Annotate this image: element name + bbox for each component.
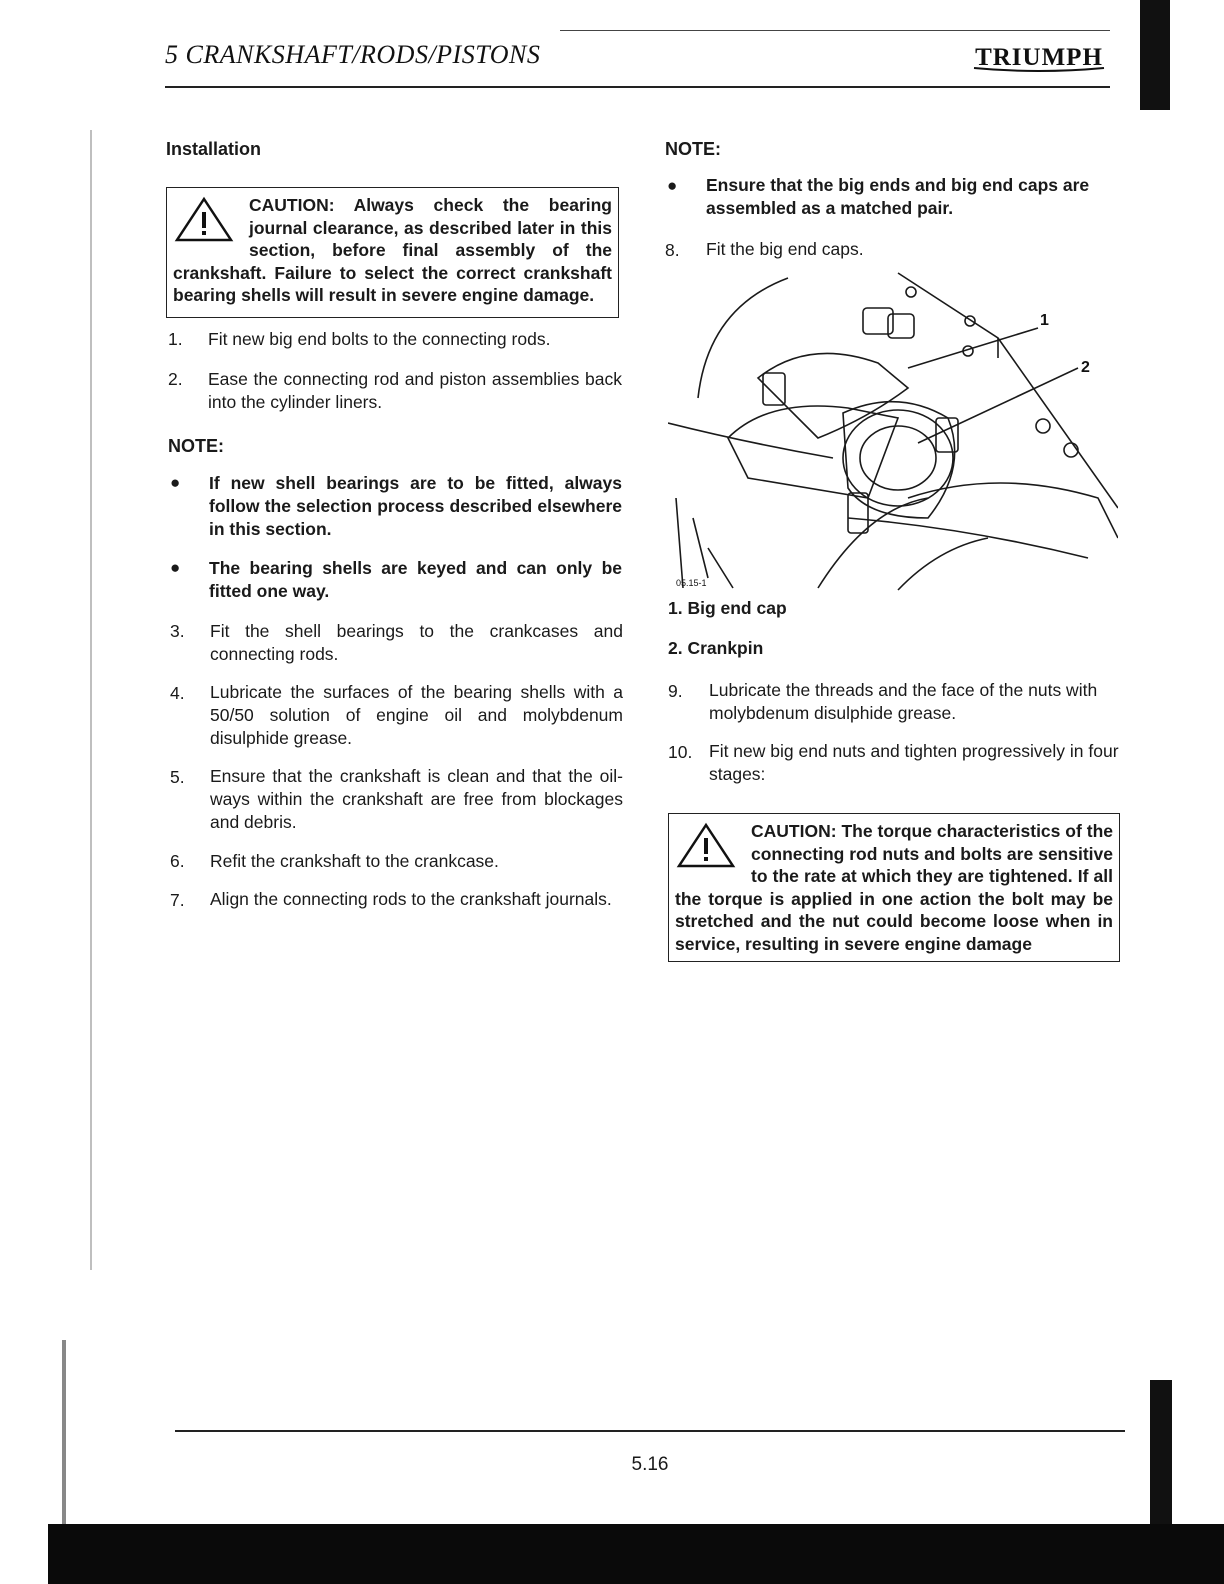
step-number: 8. (665, 240, 680, 260)
step-text: Lubricate the threads and the face of the nuts with molybdenum disulphide grease. (709, 680, 1098, 723)
figure-leader-2 (918, 368, 1078, 443)
brand-logo (968, 38, 1110, 74)
figure-rod (728, 406, 898, 498)
step-number: 5. (170, 767, 185, 787)
svg-text:TRIUMPH: TRIUMPH (975, 44, 1103, 71)
step-number: 4. (170, 683, 185, 703)
step-text: Fit the shell bearings to the crankcases and connecting rods. (210, 621, 623, 664)
note-item: If new shell bearings are to be fitted, always follow the selection process described elsewhere in this section. (209, 473, 622, 539)
figure-legend-item: 1. Big end cap (668, 598, 787, 618)
figure-shaft (818, 498, 928, 588)
note-label: NOTE: (665, 139, 721, 159)
bullet-icon: ● (170, 473, 181, 492)
step-number: 1. (168, 329, 183, 349)
step-text: Fit new big end nuts and tighten progressively in four stages: (709, 741, 1119, 784)
caution-text-bearing: CAUTION: Always check the bearing journal clearance, as described later in this section, before final assembly of the crankshaft. Failure to select the correct crankshaft bearing shells will result in severe engine damage. (173, 195, 612, 305)
step-number: 6. (170, 851, 185, 871)
note-item: The bearing shells are keyed and can only be fitted one way. (209, 558, 622, 601)
caution-box-torque (668, 813, 1120, 962)
warning-triangle-icon (173, 196, 235, 242)
figure-callout-1: 1 (1040, 312, 1049, 329)
step-text: Refit the crankshaft to the crankcase. (210, 851, 499, 871)
figure-nut (763, 373, 785, 405)
triumph-logo-icon (968, 38, 1110, 74)
figure-rod (758, 353, 908, 438)
warning-triangle-icon (675, 822, 737, 868)
figure-leader-1 (908, 328, 1038, 368)
step-text: Ease the connecting rod and piston assemblies back into the cylinder liners. (208, 369, 622, 412)
big-end-cap-illustration (668, 268, 1118, 596)
note-item: Ensure that the big ends and big end caps are assembled as a matched pair. (706, 175, 1090, 218)
scan-binding-mark (62, 1340, 66, 1530)
bullet-icon: ● (667, 176, 678, 195)
header-top-rule (560, 30, 1110, 31)
step-number: 9. (668, 681, 683, 701)
figure-hole (1064, 443, 1078, 457)
figure-line (676, 498, 733, 588)
page-title: 5 CRANKSHAFT/RODS/PISTONS (165, 40, 541, 69)
figure-hole (965, 316, 975, 326)
step-number: 2. (168, 369, 183, 389)
step-text: Align the connecting rods to the crankshaft journals. (210, 889, 612, 909)
figure-code: 05.15-1 (676, 578, 707, 588)
caution-text-torque: CAUTION: The torque characteristics of the connecting rod nuts and bolts are sensitive to the rate at which they are tightened. If all the torque is applied in one action the bolt may be stretched and the nut could become loose when in service, resulting in severe engine damage (675, 821, 1113, 954)
scan-margin (0, 0, 48, 1584)
scan-edge-mark (1140, 0, 1170, 110)
figure-hole (906, 287, 916, 297)
footer-rule (175, 1430, 1125, 1432)
scan-binding-line (90, 130, 92, 1270)
section-heading-installation: Installation (166, 139, 262, 159)
figure-shaft (908, 483, 1118, 538)
note-label: NOTE: (168, 436, 224, 456)
step-number: 3. (170, 621, 185, 641)
figure-shaft (898, 538, 988, 590)
step-text: Fit new big end bolts to the connecting rods. (208, 329, 551, 349)
step-text: Lubricate the surfaces of the bearing shells with a 50/50 solution of engine oil and molybdenum disulphide grease. (210, 682, 623, 748)
figure-nut (888, 314, 914, 338)
figure-line (698, 278, 788, 398)
caution-box-bearing (166, 187, 619, 318)
figure-crankpin-inner (860, 426, 936, 490)
step-number: 10. (668, 742, 693, 762)
bullet-icon: ● (170, 558, 181, 577)
figure-shaft (848, 518, 1088, 558)
page-number: 5.16 (631, 1454, 669, 1475)
figure-legend-item: 2. Crankpin (668, 638, 764, 658)
step-text: Fit the big end caps. (706, 239, 864, 259)
step-number: 7. (170, 890, 185, 910)
figure-callout-2: 2 (1081, 359, 1090, 376)
scan-bottom-edge (48, 1524, 1224, 1584)
step-text: Ensure that the crankshaft is clean and that the oil-ways within the crankshaft are free from blockages and debris. (210, 766, 623, 832)
header-rule (165, 86, 1110, 88)
figure-hole (1036, 419, 1050, 433)
crankshaft-figure (668, 268, 1118, 596)
scan-edge-mark-lower (1150, 1380, 1172, 1530)
